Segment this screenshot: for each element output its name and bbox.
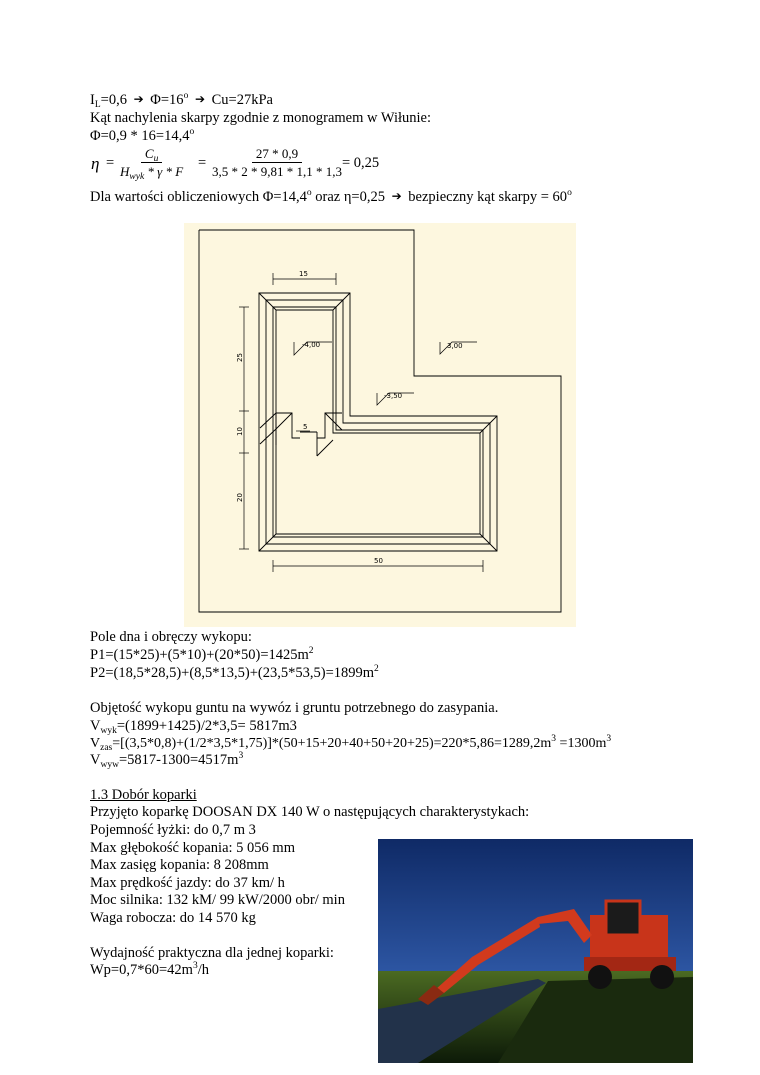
performance-title: Wydajność praktyczna dla jednej koparki: [90, 945, 334, 961]
level-label-2: -3,50 [384, 392, 403, 400]
dim-label-50: 50 [374, 557, 383, 565]
phi-calculation: $\Phi=0,9 * 16=14,4^o$ [90, 127, 195, 144]
excavation-plan-drawing [184, 223, 576, 627]
excavator-photo [378, 839, 693, 1063]
dim-label-10: 10 [236, 427, 244, 436]
arrow-right-icon: ➔ [133, 92, 144, 106]
volume-title: Objętość wykopu guntu na wywóz i gruntu potrzebnego do zasypania. [90, 700, 499, 716]
excavator-intro: Przyjęto koparkę DOOSAN DX 140 W o następujących charakterystykach: [90, 804, 530, 820]
areas-title: Pole dna i obręczy wykopu: [90, 629, 252, 645]
level-label-1: -4,00 [302, 341, 321, 349]
safe-angle-line: Dla wartości obliczeniowych $\Phi=14,4^o$ oraz η=0,25 ➔ bezpieczny kąt skarpy = $60^o$ [90, 188, 572, 205]
slope-angle-intro: Kąt nachylenia skarpy zgodnie z monogramem w Wiłunie: [90, 110, 432, 126]
spec-speed: Max prędkość jazdy: do 37 km/ h [90, 875, 285, 891]
dim-label-5: 5 [303, 423, 308, 431]
spec-depth: Max głębokość kopania: 5 056 mm [90, 840, 295, 856]
arrow-right-icon: ➔ [391, 189, 402, 203]
performance-formula: $Wp=0,7*60=42m^3/h$ [90, 961, 209, 978]
dim-label-top: 15 [299, 270, 308, 278]
spec-weight: Waga robocza: do 14 570 kg [90, 910, 256, 926]
dim-label-25: 25 [236, 353, 244, 362]
volume-wyw: $V_{wyw}=5817-1300=4517m^3$ [90, 751, 244, 770]
cohesion-line: $I_L=0,6$ ➔ $\Phi=16^o$ ➔ Cu=27kPa [90, 91, 273, 110]
arrow-right-icon: ➔ [194, 92, 205, 106]
spec-reach: Max zasięg kopania: 8 208mm [90, 857, 269, 873]
level-label-3: 3,00 [447, 342, 463, 350]
section-heading: 1.3 Dobór koparki [90, 787, 197, 803]
volume-wyk: $V_{wyk}=(1899+1425)/2*3,5= 5817m3$ [90, 718, 297, 736]
volume-zas: $V_{zas}=[(3,5*0,8)+(1/2*3,5*1,75)]*(50+15+20+40+50+20+25)=220*5,86=1289,2m^3 =1300m^3$ [90, 734, 612, 753]
area-p2: $P2=(18,5*28,5)+(8,5*13,5)+(23,5*53,5)=1899m^2$ [90, 664, 379, 681]
dim-label-20: 20 [236, 493, 244, 502]
spec-power: Moc silnika: 132 kM/ 99 kW/2000 obr/ min [90, 892, 345, 908]
spec-bucket: Pojemność łyżki: do 0,7 m 3 [90, 822, 256, 838]
area-p1: $P1=(15*25)+(5*10)+(20*50)=1425m^2$ [90, 646, 314, 663]
